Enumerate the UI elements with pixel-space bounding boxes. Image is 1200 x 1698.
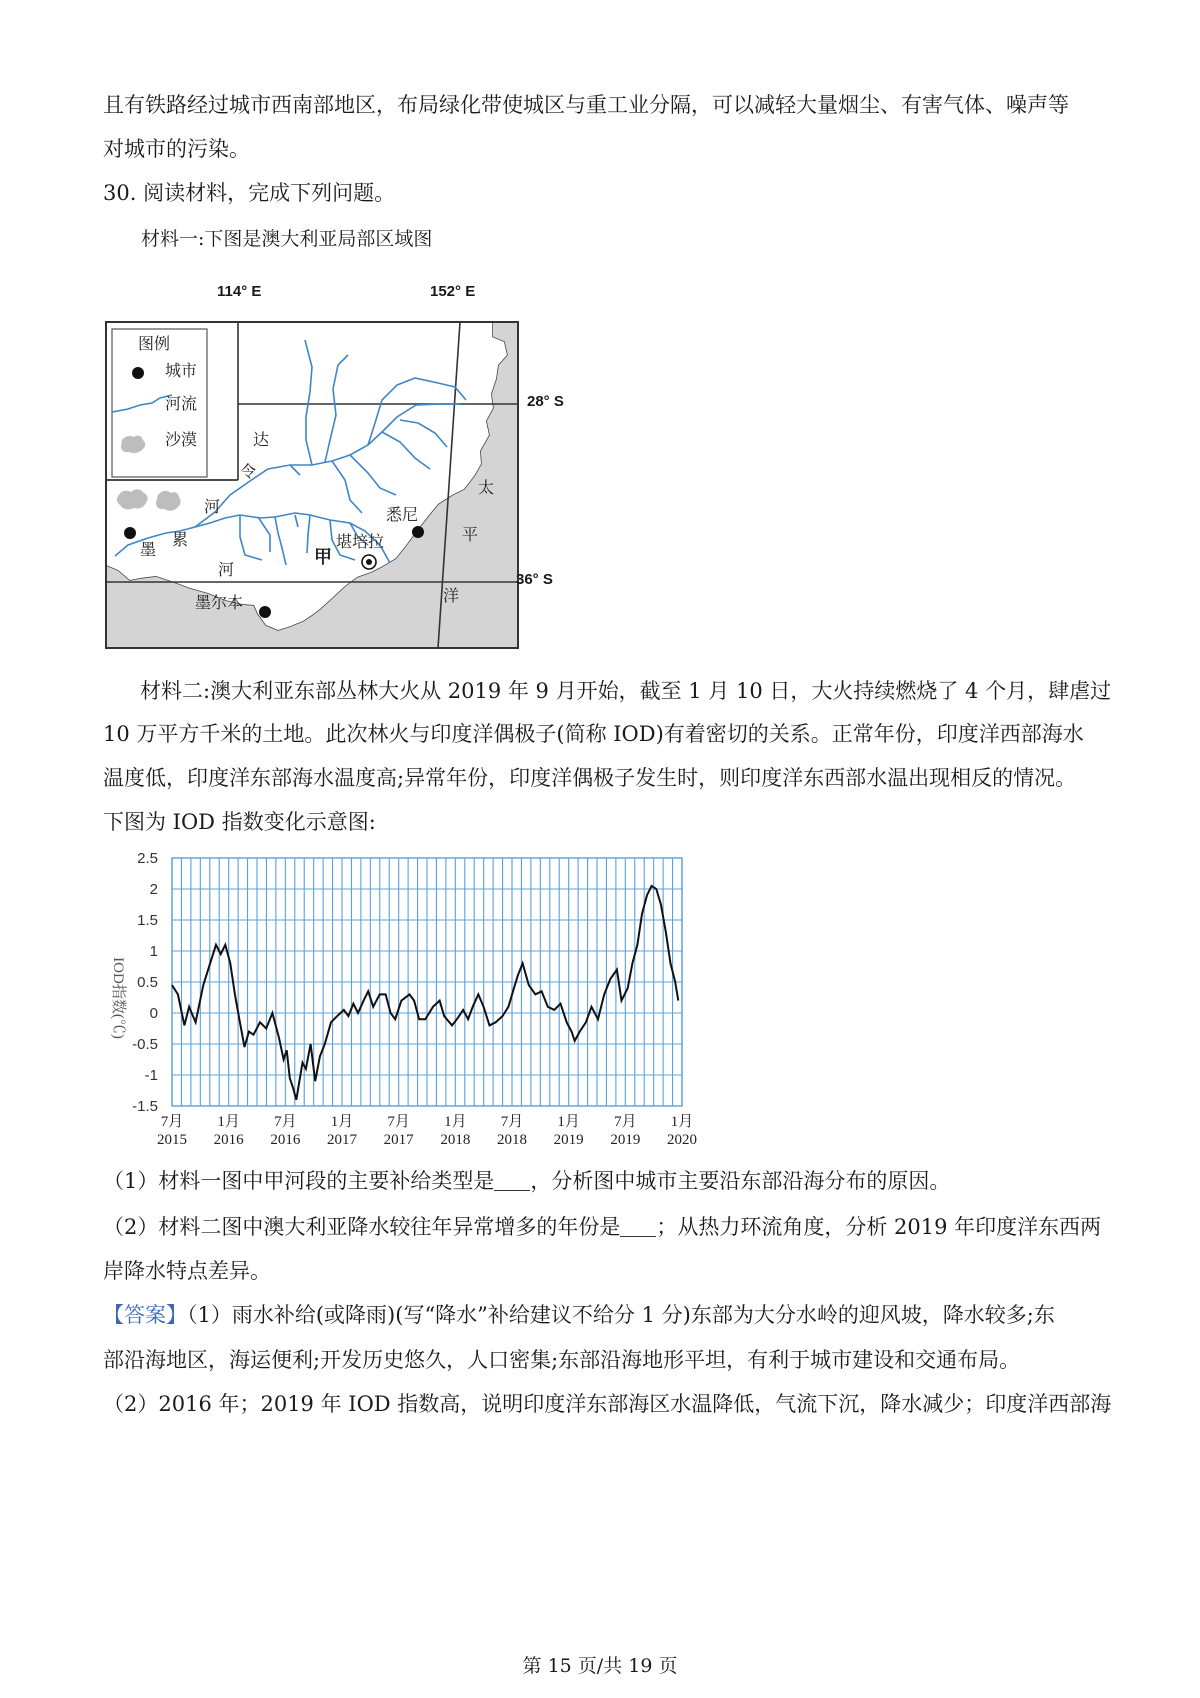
desert-patch — [117, 489, 148, 509]
answer-1: 【答案】（1）雨水补给(或降雨)(写“降水”补给建议不给分 1 分)东部为大分水岭的迎风坡，降水较多;东 — [103, 1303, 1055, 1327]
desert-patch — [156, 491, 181, 511]
x-tick-month: 1月 — [670, 1114, 694, 1130]
city-dot-melbourne — [259, 606, 271, 618]
river-label-murray: 墨 — [140, 542, 157, 559]
y-tick-label: 1 — [149, 943, 158, 960]
lon-152-label: 152° E — [430, 283, 476, 300]
x-tick-month: 7月 — [387, 1114, 410, 1130]
legend-desert-label: 沙漠 — [165, 432, 198, 449]
x-tick-year: 2016 — [270, 1132, 301, 1148]
x-tick-year: 2017 — [383, 1132, 414, 1148]
river-label-murray: 累 — [172, 532, 189, 549]
y-tick-label: 1.5 — [137, 912, 158, 929]
question-2: （2）材料二图中澳大利亚降水较往年异常增多的年份是 ；从热力环流角度，分析 2019 年印度洋东西两 — [103, 1215, 1102, 1239]
river-label-darling: 达 — [253, 432, 270, 449]
answer-blank — [494, 1170, 530, 1191]
chart-grid — [172, 858, 682, 1106]
australia-region-map — [100, 305, 530, 650]
ocean-label-pacific: 太 — [478, 480, 495, 497]
lat-28-label: 28° S — [527, 393, 564, 410]
y-tick-label: -0.5 — [132, 1036, 158, 1053]
legend-city-dot — [132, 367, 144, 379]
x-tick-year: 2019 — [553, 1132, 584, 1148]
city-dot — [124, 527, 136, 539]
answer-blank — [620, 1216, 656, 1237]
label-jia: 甲 — [314, 547, 332, 567]
y-tick-label: -1 — [144, 1067, 158, 1084]
legend-city-label: 城市 — [165, 363, 198, 380]
x-tick-month: 7月 — [160, 1114, 184, 1130]
text-line: 下图为 IOD 指数变化示意图: — [103, 810, 376, 834]
question-1: （1）材料一图中甲河段的主要补给类型是 ，分析图中城市主要沿东部沿海分布的原因。 — [103, 1169, 951, 1193]
lat-36-label: 36° S — [516, 571, 553, 588]
text-line: 材料二:澳大利亚东部丛林大火从 2019 年 9 月开始，截至 1 月 10 日，大火持续燃烧了 4 个月，肆虐过 — [140, 679, 1112, 703]
x-tick-year: 2018 — [497, 1132, 527, 1148]
legend-title: 图例 — [138, 336, 171, 353]
page-footer: 第 15 页/共 19 页 — [522, 1655, 678, 1677]
x-tick-month: 7月 — [500, 1114, 524, 1130]
x-tick-month: 1月 — [557, 1114, 580, 1130]
x-tick-month: 1月 — [330, 1114, 354, 1130]
river-label-murray: 河 — [218, 562, 235, 579]
x-tick-year: 2018 — [440, 1132, 471, 1148]
x-tick-month: 7月 — [274, 1114, 297, 1130]
x-tick-year: 2020 — [667, 1132, 697, 1148]
ocean-label-pacific: 平 — [462, 527, 479, 544]
city-label-canberra: 堪培拉 — [336, 534, 385, 551]
x-tick-month: 1月 — [217, 1114, 240, 1130]
x-tick-year: 2017 — [327, 1132, 357, 1148]
city-label-sydney: 悉尼 — [386, 507, 419, 524]
text-line: 温度低，印度洋东部海水温度高;异常年份，印度洋偶极子发生时，则印度洋东西部水温出现相反的情况。 — [103, 766, 1077, 790]
iod-index-chart — [100, 848, 710, 1153]
legend-river-label: 河流 — [165, 396, 198, 413]
text-line: 10 万平方千米的土地。此次林火与印度洋偶极子(简称 IOD)有着密切的关系。正常年份，印度洋西部海水 — [103, 722, 1084, 746]
river-label-darling: 河 — [204, 499, 221, 516]
text-line: 且有铁路经过城市西南部地区，布局绿化带使城区与重工业分隔，可以减轻大量烟尘、有害气体、噪声等 — [103, 93, 1069, 117]
question-30-heading: 30. 阅读材料，完成下列问题。 — [103, 181, 396, 205]
y-tick-label: 0.5 — [137, 974, 158, 991]
material-1-caption: 材料一:下图是澳大利亚局部区域图 — [141, 228, 433, 250]
y-tick-label: 2 — [149, 881, 158, 898]
x-tick-year: 2019 — [610, 1132, 641, 1148]
text-line: 岸降水特点差异。 — [103, 1259, 271, 1283]
city-label-melbourne: 墨尔本 — [195, 595, 244, 612]
city-dot-sydney — [412, 526, 424, 538]
y-tick-label: -1.5 — [132, 1098, 158, 1115]
text-line: 部沿海地区，海运便利;开发历史悠久，人口密集;东部沿海地形平坦，有利于城市建设和交通布局。 — [103, 1348, 1021, 1372]
x-tick-month: 7月 — [614, 1114, 637, 1130]
text-line: 对城市的污染。 — [103, 137, 250, 161]
answer-tag: 【答案】 — [103, 1303, 187, 1327]
ocean-label-pacific: 洋 — [443, 588, 460, 605]
x-tick-year: 2015 — [157, 1132, 187, 1148]
lon-114-label: 114° E — [217, 283, 262, 300]
y-tick-label: 0 — [149, 1005, 158, 1022]
river-label-darling: 令 — [240, 464, 257, 481]
x-tick-month: 1月 — [444, 1114, 467, 1130]
x-tick-year: 2016 — [213, 1132, 244, 1148]
y-axis-label: IOD指数(℃) — [110, 957, 126, 1039]
answer-2: （2）2016 年；2019 年 IOD 指数高，说明印度洋东部海区水温降低，气流下沉，降水减少；印度洋西部海 — [103, 1392, 1112, 1416]
y-tick-label: 2.5 — [137, 850, 158, 867]
